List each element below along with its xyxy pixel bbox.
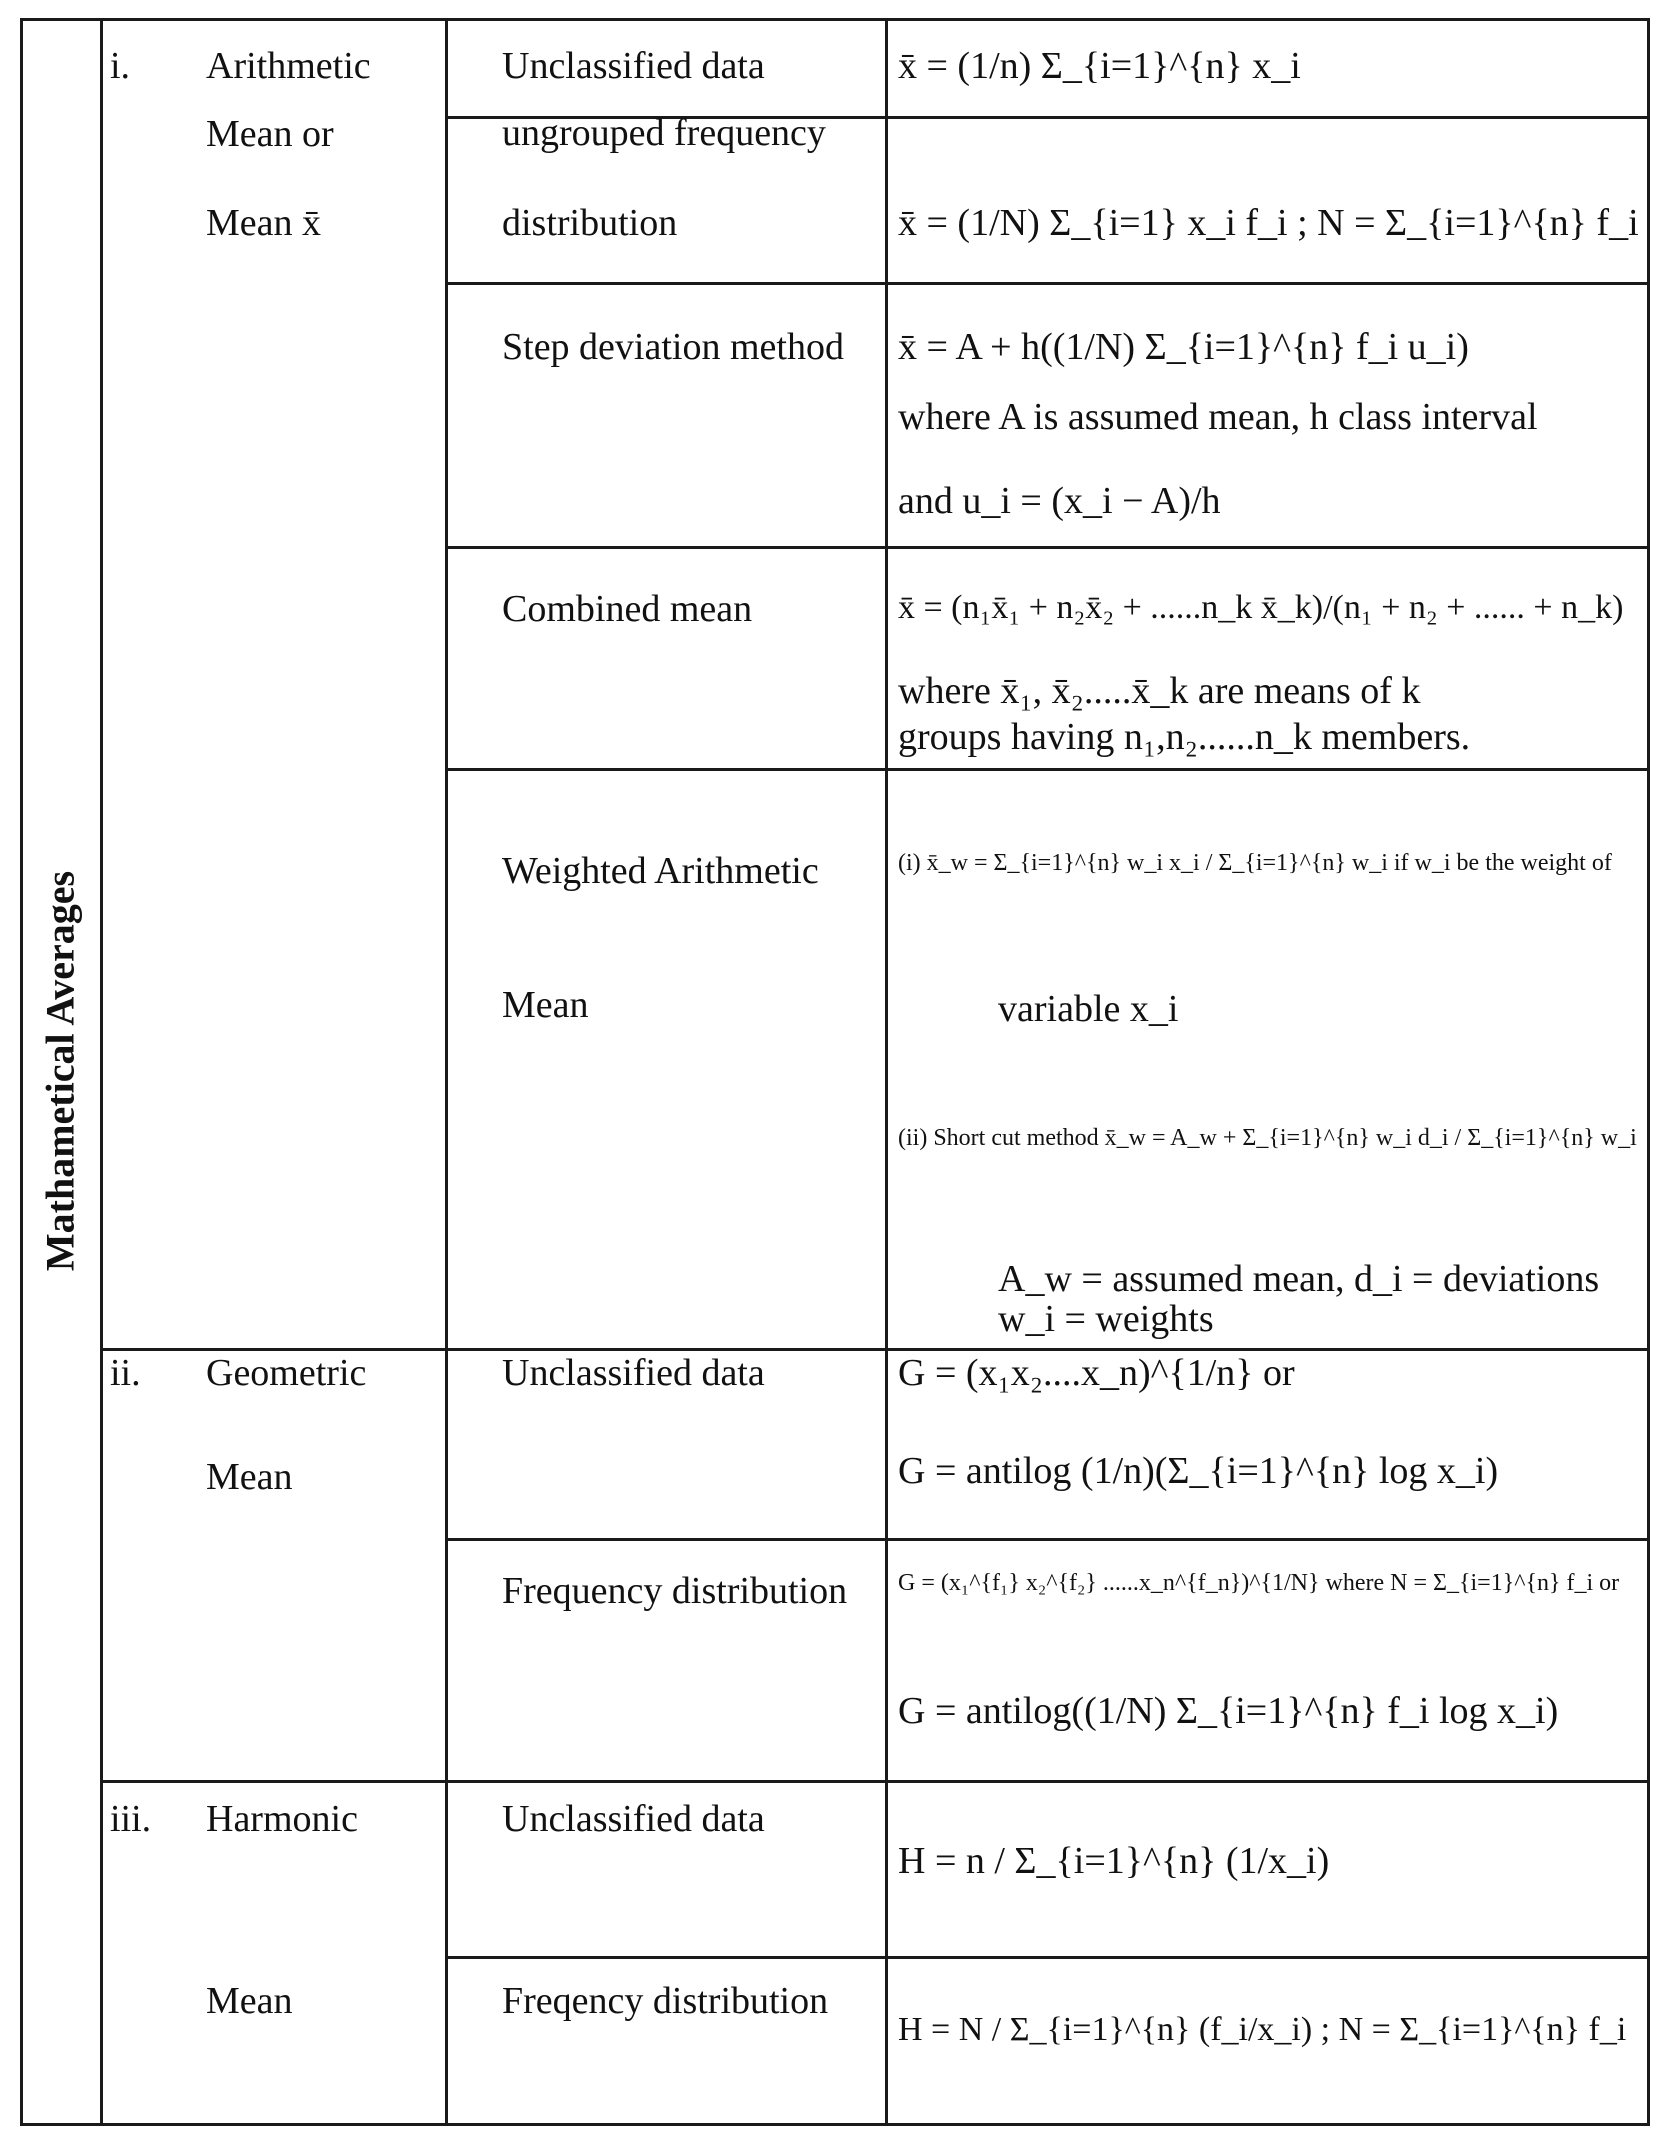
formula-line: G = antilog((1/N) Σ_{i=1}^{n} f_i log x_i) <box>898 1690 1559 1732</box>
method-label: Unclassified data <box>502 45 765 87</box>
column-divider-3 <box>885 18 888 2126</box>
method-label: Unclassified data <box>502 1798 765 1840</box>
formula-line: x̄ = (n₁x̄₁ + n₂x̄₂ + ......n_k x̄_k)/(n₁ + n₂ + ...... + n_k) <box>898 589 1624 626</box>
method-label: Frequency distribution <box>502 1570 848 1612</box>
formula-line: A_w = assumed mean, d_i = deviations <box>998 1258 1600 1300</box>
table-border-bottom <box>20 2123 1650 2126</box>
average-name-line: Mean or <box>206 113 334 155</box>
average-name-line: Harmonic <box>206 1798 358 1840</box>
row-number: ii. <box>110 1352 141 1394</box>
formula-line: H = N / Σ_{i=1}^{n} (f_i/x_i) ; N = Σ_{i=1}^{n} f_i <box>898 2011 1627 2048</box>
formula-line: where x̄₁, x̄₂.....x̄_k are means of k <box>898 670 1421 712</box>
formula-line: G = antilog (1/n)(Σ_{i=1}^{n} log x_i) <box>898 1450 1499 1492</box>
row-divider <box>100 1348 1650 1351</box>
formula-line: groups having n₁,n₂......n_k members. <box>898 716 1471 758</box>
formula-line: where A is assumed mean, h class interval <box>898 396 1538 438</box>
method-label: Combined mean <box>502 588 753 630</box>
table-border-right <box>1647 18 1650 2126</box>
method-label: Freqency distribution <box>502 1980 829 2022</box>
formula-line: x̄ = (1/n) Σ_{i=1}^{n} x_i <box>898 45 1301 87</box>
method-label: Step deviation method <box>502 326 844 368</box>
method-label: Mean <box>502 984 589 1026</box>
formula-line: (ii) Short cut method x̄_w = A_w + Σ_{i=1}^{n} w_i d_i / Σ_{i=1}^{n} w_i <box>898 1125 1637 1151</box>
formula-line: x̄ = A + h((1/N) Σ_{i=1}^{n} f_i u_i) <box>898 326 1469 368</box>
formula-line: w_i = weights <box>998 1298 1214 1340</box>
average-name-line: Mean <box>206 1980 293 2022</box>
average-name-line: Geometric <box>206 1352 367 1394</box>
average-name-line: Mean <box>206 1456 293 1498</box>
average-name-line: Mean x̄ <box>206 202 322 244</box>
formula-line: and u_i = (x_i − A)/h <box>898 480 1221 522</box>
row-number: iii. <box>110 1798 152 1840</box>
formula-line: G = (x₁x₂....x_n)^{1/n} or <box>898 1352 1295 1394</box>
formula-line: H = n / Σ_{i=1}^{n} (1/x_i) <box>898 1840 1330 1882</box>
table-border-top <box>20 18 1650 21</box>
method-label: distribution <box>502 202 678 244</box>
column-divider-2 <box>445 18 448 2126</box>
row-divider <box>100 1780 1650 1783</box>
row-number: i. <box>110 45 131 87</box>
average-name-line: Arithmetic <box>206 45 371 87</box>
method-label: Weighted Arithmetic <box>502 850 819 892</box>
row-divider <box>445 282 1650 285</box>
row-divider <box>445 1538 1650 1541</box>
formula-line: (i) x̄_w = Σ_{i=1}^{n} w_i x_i / Σ_{i=1}^{n} w_i if w_i be the weight of <box>898 850 1612 876</box>
section-title-cell <box>20 20 100 2122</box>
row-divider <box>445 546 1650 549</box>
formula-line: x̄ = (1/N) Σ_{i=1} x_i f_i ; N = Σ_{i=1}^{n} f_i <box>898 202 1639 244</box>
method-label: Unclassified data <box>502 1352 765 1394</box>
method-label: ungrouped frequency <box>502 112 826 154</box>
column-divider-1 <box>100 18 103 2126</box>
section-title: Mathametical Averages <box>37 870 83 1272</box>
row-divider <box>445 1956 1650 1959</box>
formula-line: variable x_i <box>998 988 1179 1030</box>
row-divider <box>445 768 1650 771</box>
formula-line: G = (x₁^{f₁} x₂^{f₂} ......x_n^{f_n})^{1/N} where N = Σ_{i=1}^{n} f_i or <box>898 1570 1620 1596</box>
